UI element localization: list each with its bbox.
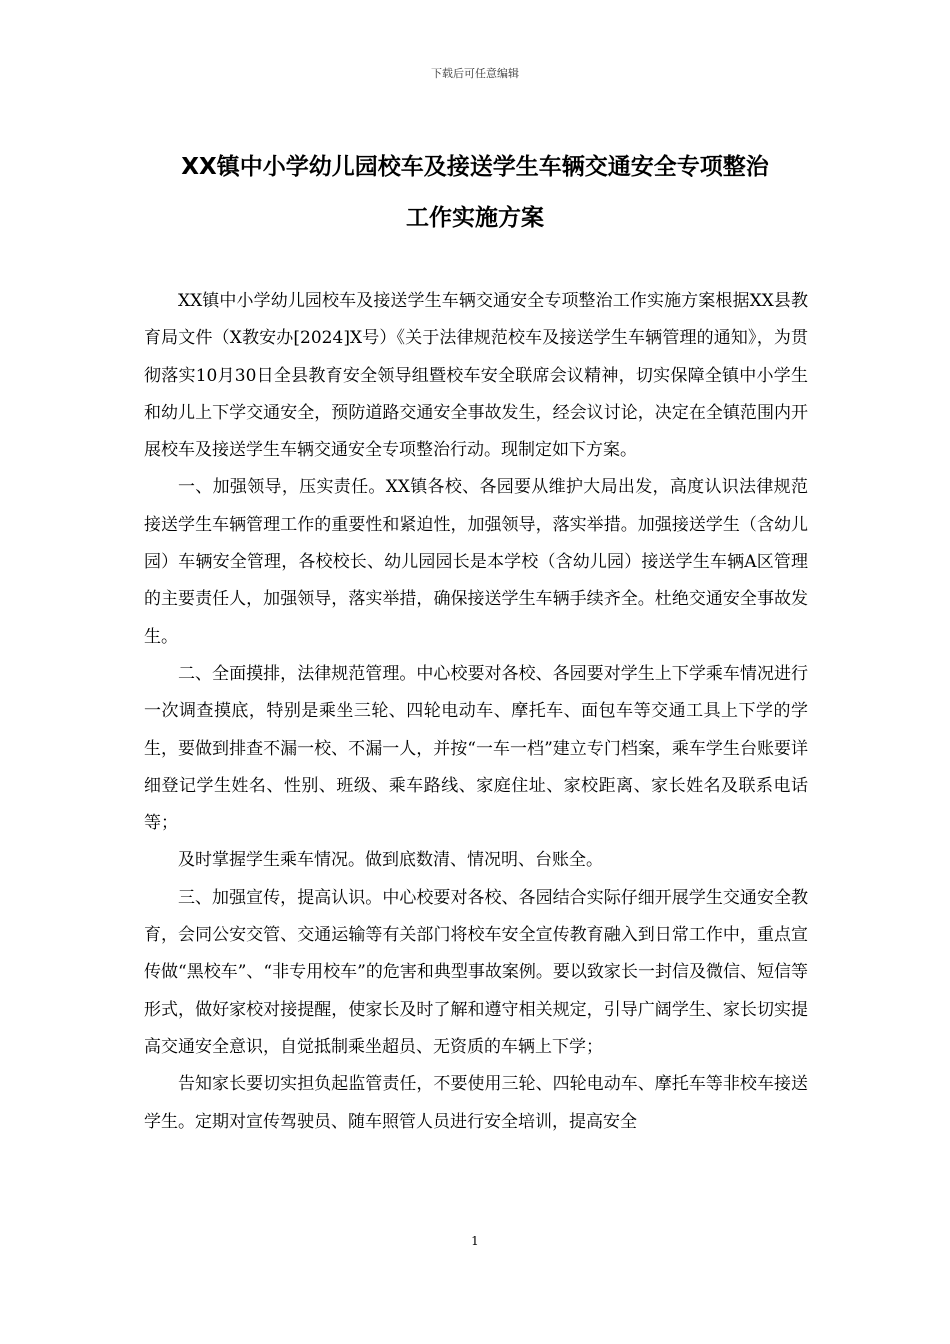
paragraph-section-2: 二、全面摸排，法律规范管理。中心校要对各校、各园要对学生上下学乘车情况进行一次调查摸底，特别是乘坐三轮、四轮电动车、摩托车、面包车等交通工具上下学的学生，要做到排查不漏一校、不漏一人，并按“一车一档”建立专门档案，乘车学生台账要详细登记学生姓名、性别、班级、乘车路线、家庭住址、家校距离、家长姓名及联系电话等； <box>144 663 808 834</box>
document-body <box>144 283 808 1141</box>
paragraph-section-3: 三、加强宣传，提高认识。中心校要对各校、各园结合实际仔细开展学生交通安全教育，会同公安交管、交通运输等有关部门将校车安全宣传教育融入到日常工作中，重点宣传做“黑校车”、“非专用校车”的危害和典型事故案例。要以致家长一封信及微信、短信等形式，做好家校对接提醒，使家长及时了解和遵守相关规定，引导广阔学生、家长切实提高交通安全意识，自觉抵制乘坐超员、无资质的车辆上下学； <box>144 887 808 1057</box>
page-header-note: 下载后可任意编辑 <box>431 67 519 80</box>
document-title-line-1: XX镇中小学幼儿园校车及接送学生车辆交通安全专项整治 <box>181 154 769 180</box>
paragraph-section-1: 一、加强领导，压实责任。XX镇各校、各园要从维护大局出发，高度认识法律规范接送学生车辆管理工作的重要性和紧迫性，加强领导，落实举措。加强接送学生（含幼儿园）车辆安全管理，各校校长、幼儿园园长是本学校（含幼儿园）接送学生车辆A区管理的主要责任人，加强领导，落实举措，确保接送学生车辆手续齐全。杜绝交通安全事故发生。 <box>144 477 808 647</box>
paragraph-section-3-cont: 告知家长要切实担负起监管责任，不要使用三轮、四轮电动车、摩托车等非校车接送学生。定期对宣传驾驶员、随车照管人员进行安全培训，提高安全 <box>144 1074 808 1132</box>
paragraph-intro: XX镇中小学幼儿园校车及接送学生车辆交通安全专项整治工作实施方案根据XX县教育局文件（X教安办[2024]X号）《关于法律规范校车及接送学生车辆管理的通知》，为贯彻落实10月30日全县教育安全领导组暨校车安全联席会议精神，切实保障全镇中小学生和幼儿上下学交通安全，预防道路交通安全事故发生，经会议讨论，决定在全镇范围内开展校车及接送学生车辆交通安全专项整治行动。现制定如下方案。 <box>144 291 808 461</box>
page-number: 1 <box>471 1234 479 1248</box>
document-title <box>120 142 830 244</box>
paragraph-section-2-cont: 及时掌握学生乘车情况。做到底数清、情况明、台账全。 <box>178 850 603 871</box>
document-title-line-2: 工作实施方案 <box>406 205 544 231</box>
